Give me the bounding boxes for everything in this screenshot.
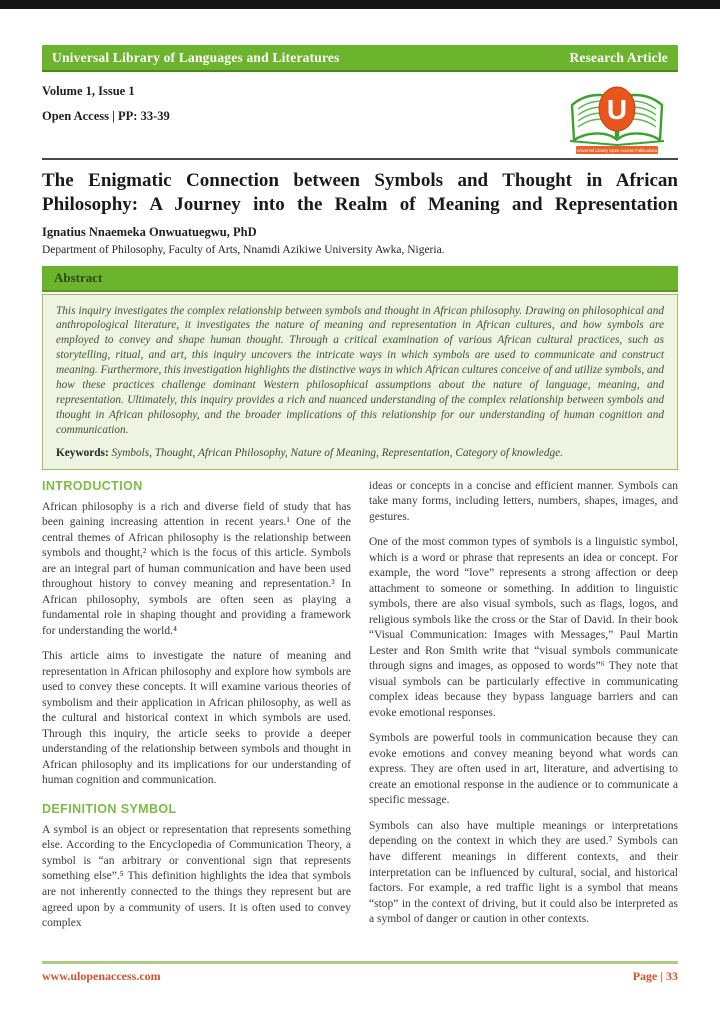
abstract-box [42,294,678,470]
top-black-bar [0,0,720,9]
journal-name: Universal Library of Languages and Literatures [52,49,340,65]
intro-paragraph-1: African philosophy is a rich and diverse field of study that has been gaining increasing attention in recent years.¹ One of the central themes of African philosophy is the relationship between symbols and thought,² which is the focus of this article. Symbols are an integral part of human communication and have been used throughout history to convey meaning and representation.³ In African philosophy, symbols are often seen as playing a fundamental role in shaping thought and providing a framework for understanding the world.⁴ [42,500,351,637]
publisher-logo-icon [562,83,672,155]
intro-paragraph-2: This article aims to investigate the nature of meaning and representation in African philosophy and explore how symbols are used to convey these concepts. It will examine various theories of symbolism and their application in African philosophy, as well as the cultural and historical context in which symbols are used. Through this inquiry, the article seeks to provide a deeper understanding of the relationship between symbols and thought in African philosophy and its implications for our understanding of human cognition and communication. [42,650,351,787]
page-number: Page | 33 [632,969,678,983]
header-divider [42,158,678,160]
right-paragraph-1: ideas or concepts in a concise and efficient manner. Symbols can take many forms, including letters, numbers, shapes, images, and gestures. [369,479,678,523]
keywords-line [56,447,664,459]
issue-meta-row [42,83,678,155]
article-body [42,479,678,942]
open-access-pages: Open Access | PP: 33-39 [42,108,170,123]
journal-header-bar [42,45,678,72]
section-heading-definition-symbol: DEFINITION SYMBOL [42,801,177,816]
article-title: The Enigmatic Connection between Symbols and Thought in African Philosophy: A Journey into the Realm of Meaning and Representation [42,170,678,215]
right-paragraph-2: One of the most common types of symbols is a linguistic symbol, which is a word or phrase that represents an idea or concept. For example, the word “love” represents a strong affection or deep attachment to someone or something. In addition to linguistic symbols, there are also visual symbols, such as flags, logos, and religious symbols like the cross or the Star of David. In their book “Visual Communication: Images with Messages,” Paul Martin Lester and Ron Smith write that “visual symbols communicate through signs and images, as opposed to words”⁶ They note that visual symbols can be particularly effective in communicating complex ideas because they bypass language barriers and can evoke emotional responses. [369,536,678,719]
issue-meta [42,83,170,122]
keywords-label: Keywords: [56,446,109,459]
footer-rule [42,961,678,964]
right-paragraph-4: Symbols can also have multiple meanings or interpretations depending on the context in which they are used.⁷ Symbols can have different meanings in different contexts, and their interpretation can be influenced by cultural, social, and historical factors. For example, a red traffic light is a symbol that means “stop” in the context of driving, but it could also be interpreted as a symbol of danger or caution in other contexts. [369,819,678,926]
keywords-text: Symbols, Thought, African Philosophy, Nature of Meaning, Representation, Category of knowledge. [108,446,563,459]
page-content [42,9,678,942]
article-type-badge: Research Article [569,49,668,65]
abstract-text: This inquiry investigates the complex relationship between symbols and thought in African philosophy. Drawing on philosophical and anthropological literature, it investigates the nature of meaning and representation in African cultures, and how symbols are employed to convey and shape human thought. Through a critical examination of various African cultural practices, such as storytelling, ritual, and art, this inquiry uncovers the intricate ways in which symbols are used to communicate and construct meaning. Furthermore, this investigation highlights the distinctive ways in which African cultures conceive of and utilize symbols, and how these practices challenge dominant Western philosophical assumptions about the nature of language, meaning, and representation. Ultimately, this inquiry provides a rich and nuanced understanding of the complex relationship between symbols and thought in African philosophy, and the broader implications of this relationship for our understanding of human cognition and communication. [56,304,664,436]
page-footer [42,961,678,984]
left-column [42,479,351,942]
section-heading-introduction: INTRODUCTION [42,478,143,493]
volume-issue: Volume 1, Issue 1 [42,84,135,98]
abstract-header-bar [42,266,678,292]
definition-paragraph-1: A symbol is an object or representation that represents something else. According to the Encyclopedia of Communication Theory, a symbol is “an arbitrary or conventional sign that represents something else”.⁵ This definition highlights the idea that symbols are not inherently connected to the things they represent but are agreed upon by a community of users. It is often used to convey complex [42,823,351,930]
publisher-website-link[interactable]: www.ulopenaccess.com [42,969,161,983]
author-name: Ignatius Nnaemeka Onwuatuegwu, PhD [42,224,257,239]
svg-text:U: U [606,94,628,125]
footer-row [42,969,678,984]
right-column [369,479,678,942]
right-paragraph-3: Symbols are powerful tools in communication because they can evoke emotions and convey meaning beyond what words can express. They are often used in art, literature, and advertising to create an emotional response in the audience or to communicate a specific message. [369,732,678,807]
author-affiliation: Department of Philosophy, Faculty of Arts, Nnamdi Azikiwe University Awka, Nigeria. [42,243,445,256]
logo-banner-text: Universal Library Open Access Publications [576,148,658,153]
abstract-heading: Abstract [54,269,103,285]
